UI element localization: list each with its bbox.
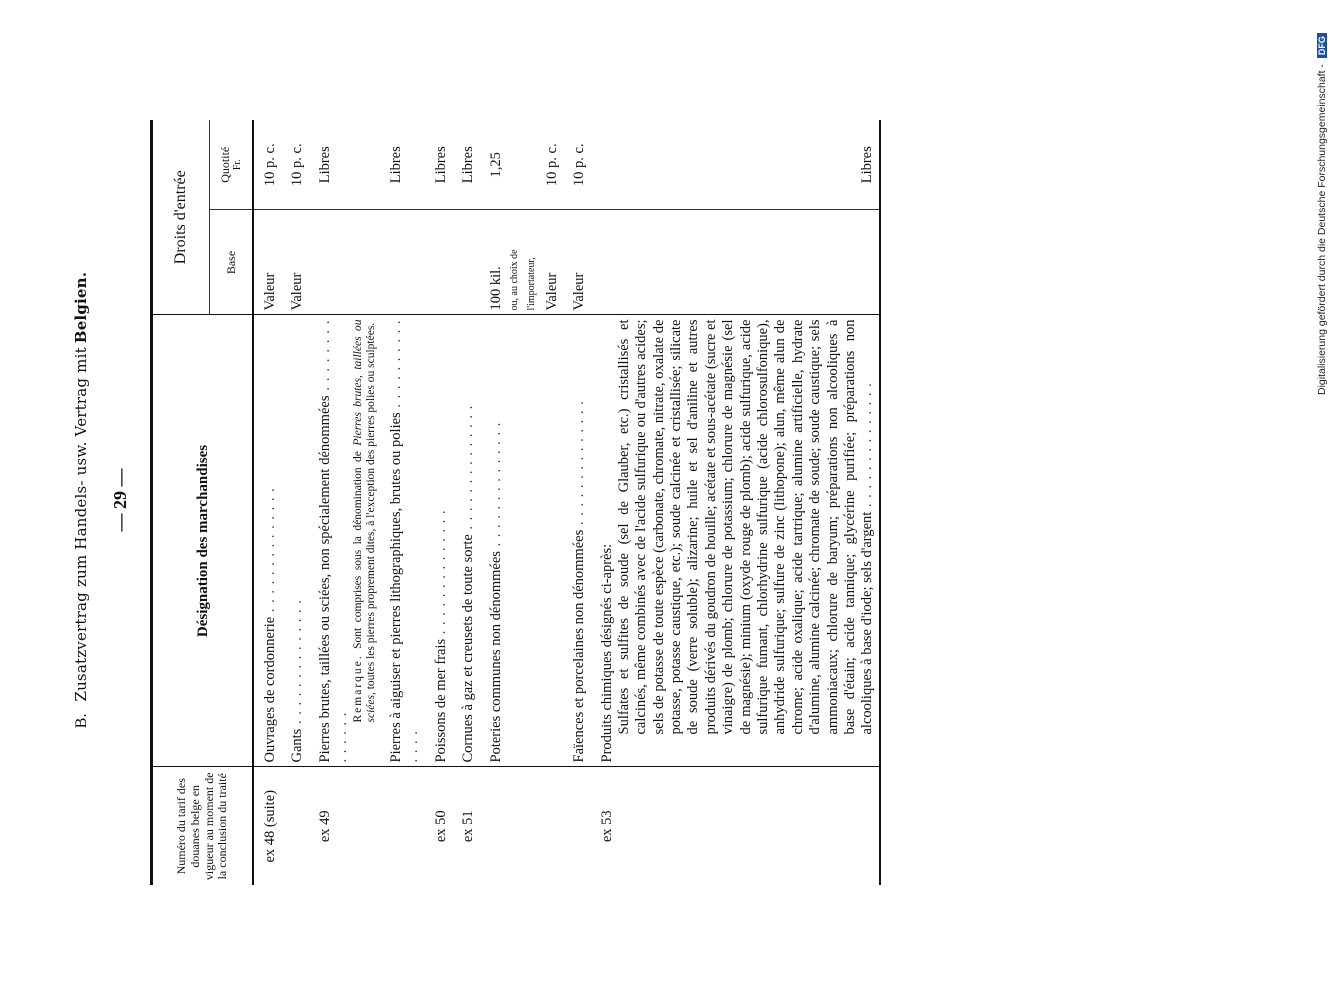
row-designation (281, 315, 308, 767)
row-base: Valeur (281, 210, 308, 315)
row-base (309, 210, 380, 315)
row-base (591, 210, 880, 315)
table-row (480, 120, 542, 885)
row-base: Valeur (563, 210, 590, 315)
row-number (281, 767, 308, 885)
header-designation: Désignation des marchandises (152, 315, 254, 767)
row-quotite: Libres (388, 146, 404, 184)
table-row (281, 120, 308, 885)
row-designation-text: Pierres brutes, taillées ou sciées, non spécialement dénommées . . . (317, 319, 350, 762)
row-designation-text: Ouvrages de cordonnerie . . . (262, 487, 278, 762)
row-base (452, 210, 479, 315)
row-designation-text: Poissons de mer frais . . . (433, 509, 449, 762)
table-row (253, 120, 281, 885)
running-header (72, 0, 91, 1000)
row-designation-text: Gants . . . (289, 599, 305, 762)
row-number: ex 48 (suite) (253, 767, 281, 885)
row-quotite: 10 p. c. (262, 143, 278, 187)
row-designation-text: Produits chimiques désignés ci-après: (598, 543, 615, 763)
header-number: Numéro du tarif des douanes belge en vigueur au moment de la conclusion du traité (152, 767, 254, 885)
row-number: ex 50 (425, 767, 452, 885)
row-number: ex 49 (309, 767, 380, 885)
remarque-text: Sont comprises sous la dénomination de (351, 451, 364, 649)
row-quotite: 10 p. c. (571, 143, 588, 187)
digitization-footer (1316, 15, 1328, 395)
row-designation (591, 315, 880, 767)
table-row (380, 120, 425, 885)
row-designation-text: Poteries communes non dénommées . . . (488, 422, 504, 763)
table-row (452, 120, 479, 885)
row-designation (563, 315, 590, 767)
row-designation (452, 315, 479, 767)
row-number (480, 767, 542, 885)
header-quotite (210, 120, 254, 210)
row-quotite: Libres (460, 146, 477, 184)
chemicals-quotite-value: Libres (859, 146, 876, 184)
table-row (425, 120, 452, 885)
remarque-italic: Pierres brutes, taillées ou sciées, (351, 319, 377, 723)
footer-text: Digitalisierung gefördert durch die Deutsche Forschungsgemeinschaft - (1316, 64, 1328, 395)
choix-note: ou, au choix de l'importateur, (508, 249, 538, 311)
header-country: Belgien. (72, 271, 90, 344)
row-quotite: 1,25 (487, 152, 504, 178)
row-base-value: 100 kil. (487, 266, 504, 311)
row-quotite: Libres (432, 146, 449, 184)
header-droits: Droits d'entrée (152, 120, 210, 315)
page-number: — 29 — (110, 468, 130, 532)
row-base (425, 210, 452, 315)
dfg-logo: DFG (1317, 33, 1327, 58)
header-quotite-label: Quotité (217, 146, 232, 183)
header-base: Base (210, 210, 254, 315)
row-designation (253, 315, 281, 767)
header-title: Zusatzvertrag zum Handels- usw. Vertrag mit (72, 347, 90, 702)
row-designation (480, 315, 542, 767)
row-number (542, 767, 563, 885)
row-base (380, 210, 425, 315)
row-designation (380, 315, 425, 767)
row-number (563, 767, 590, 885)
table-row (309, 120, 380, 885)
header-prefix: B. (73, 713, 90, 729)
row-base: Valeur (542, 210, 563, 315)
row-quotite: Libres (316, 146, 333, 184)
row-designation-text: Cornues à gaz et creusets de toute sorte . . . (460, 405, 476, 763)
row-number: ex 51 (452, 767, 479, 885)
row-number: ex 53 (591, 767, 880, 885)
row-designation (425, 315, 452, 767)
table-row (542, 120, 563, 885)
row-base (480, 210, 542, 315)
tariff-table (150, 120, 881, 885)
table-row (591, 120, 880, 885)
row-designation (309, 315, 380, 767)
row-designation (542, 315, 563, 767)
header-fr: Fr. (232, 159, 244, 171)
remarque-label: Remarque. (351, 654, 364, 723)
row-quotite: 10 p. c. (543, 143, 560, 187)
row-designation-text: Faïences et porcelaines non dénommées . . . (571, 400, 587, 762)
chemicals-list: Sulfates et sulfites de soude (sel de Glauber, etc.) cristallisés et calcinés, même combinés avec de l'acide sulfurique ou d'autres acides; sels de potasse de toute espèce (carbonate, chromate, nitrate, oxalate de potasse, potasse caustique, etc.); soude calcinée et cristallisée; silicate de soude (verre soluble); alizarine; huile et sel d'aniline et autres produits dérivés du goudron de houille; acétate et sous-acétate (sucre et vinaigre) de plomb; chlorure de potassium; chlorure de magnésie (sel de magnésie); minium (oxyde rouge de plomb); acide sulfurique, acide sulfurique fumant, chlorhydrine sulfurique (acide chlorosulfonique), anhydride sulfurique; sulfure de zinc (lithopone); alun, même alun de chrome; acide oxalique; acide tartrique; alumine artificielle, hydrate d'alumine, alumine calcinée; chromate de soude; soude caustique; sels ammoniacaux; chlorure de baryum; préparations non alcooliques à base d'étain; acide tannique; glycérine purifiée; préparations non alcooliques à base d'iode; sels d'argent . . . (616, 320, 877, 763)
remarque-note (352, 320, 378, 763)
chemicals-quotite (591, 120, 880, 210)
row-number (380, 767, 425, 885)
table-row (563, 120, 590, 885)
row-quotite: 10 p. c. (289, 143, 306, 187)
row-designation-text: Pierres à aiguiser et pierres lithographiques, brutes ou polies . . . (388, 319, 421, 762)
row-base: Valeur (253, 210, 281, 315)
remarque-rest: toutes les pierres proprement dites, à l'exception des pierres polies ou sculptées. (364, 322, 377, 690)
